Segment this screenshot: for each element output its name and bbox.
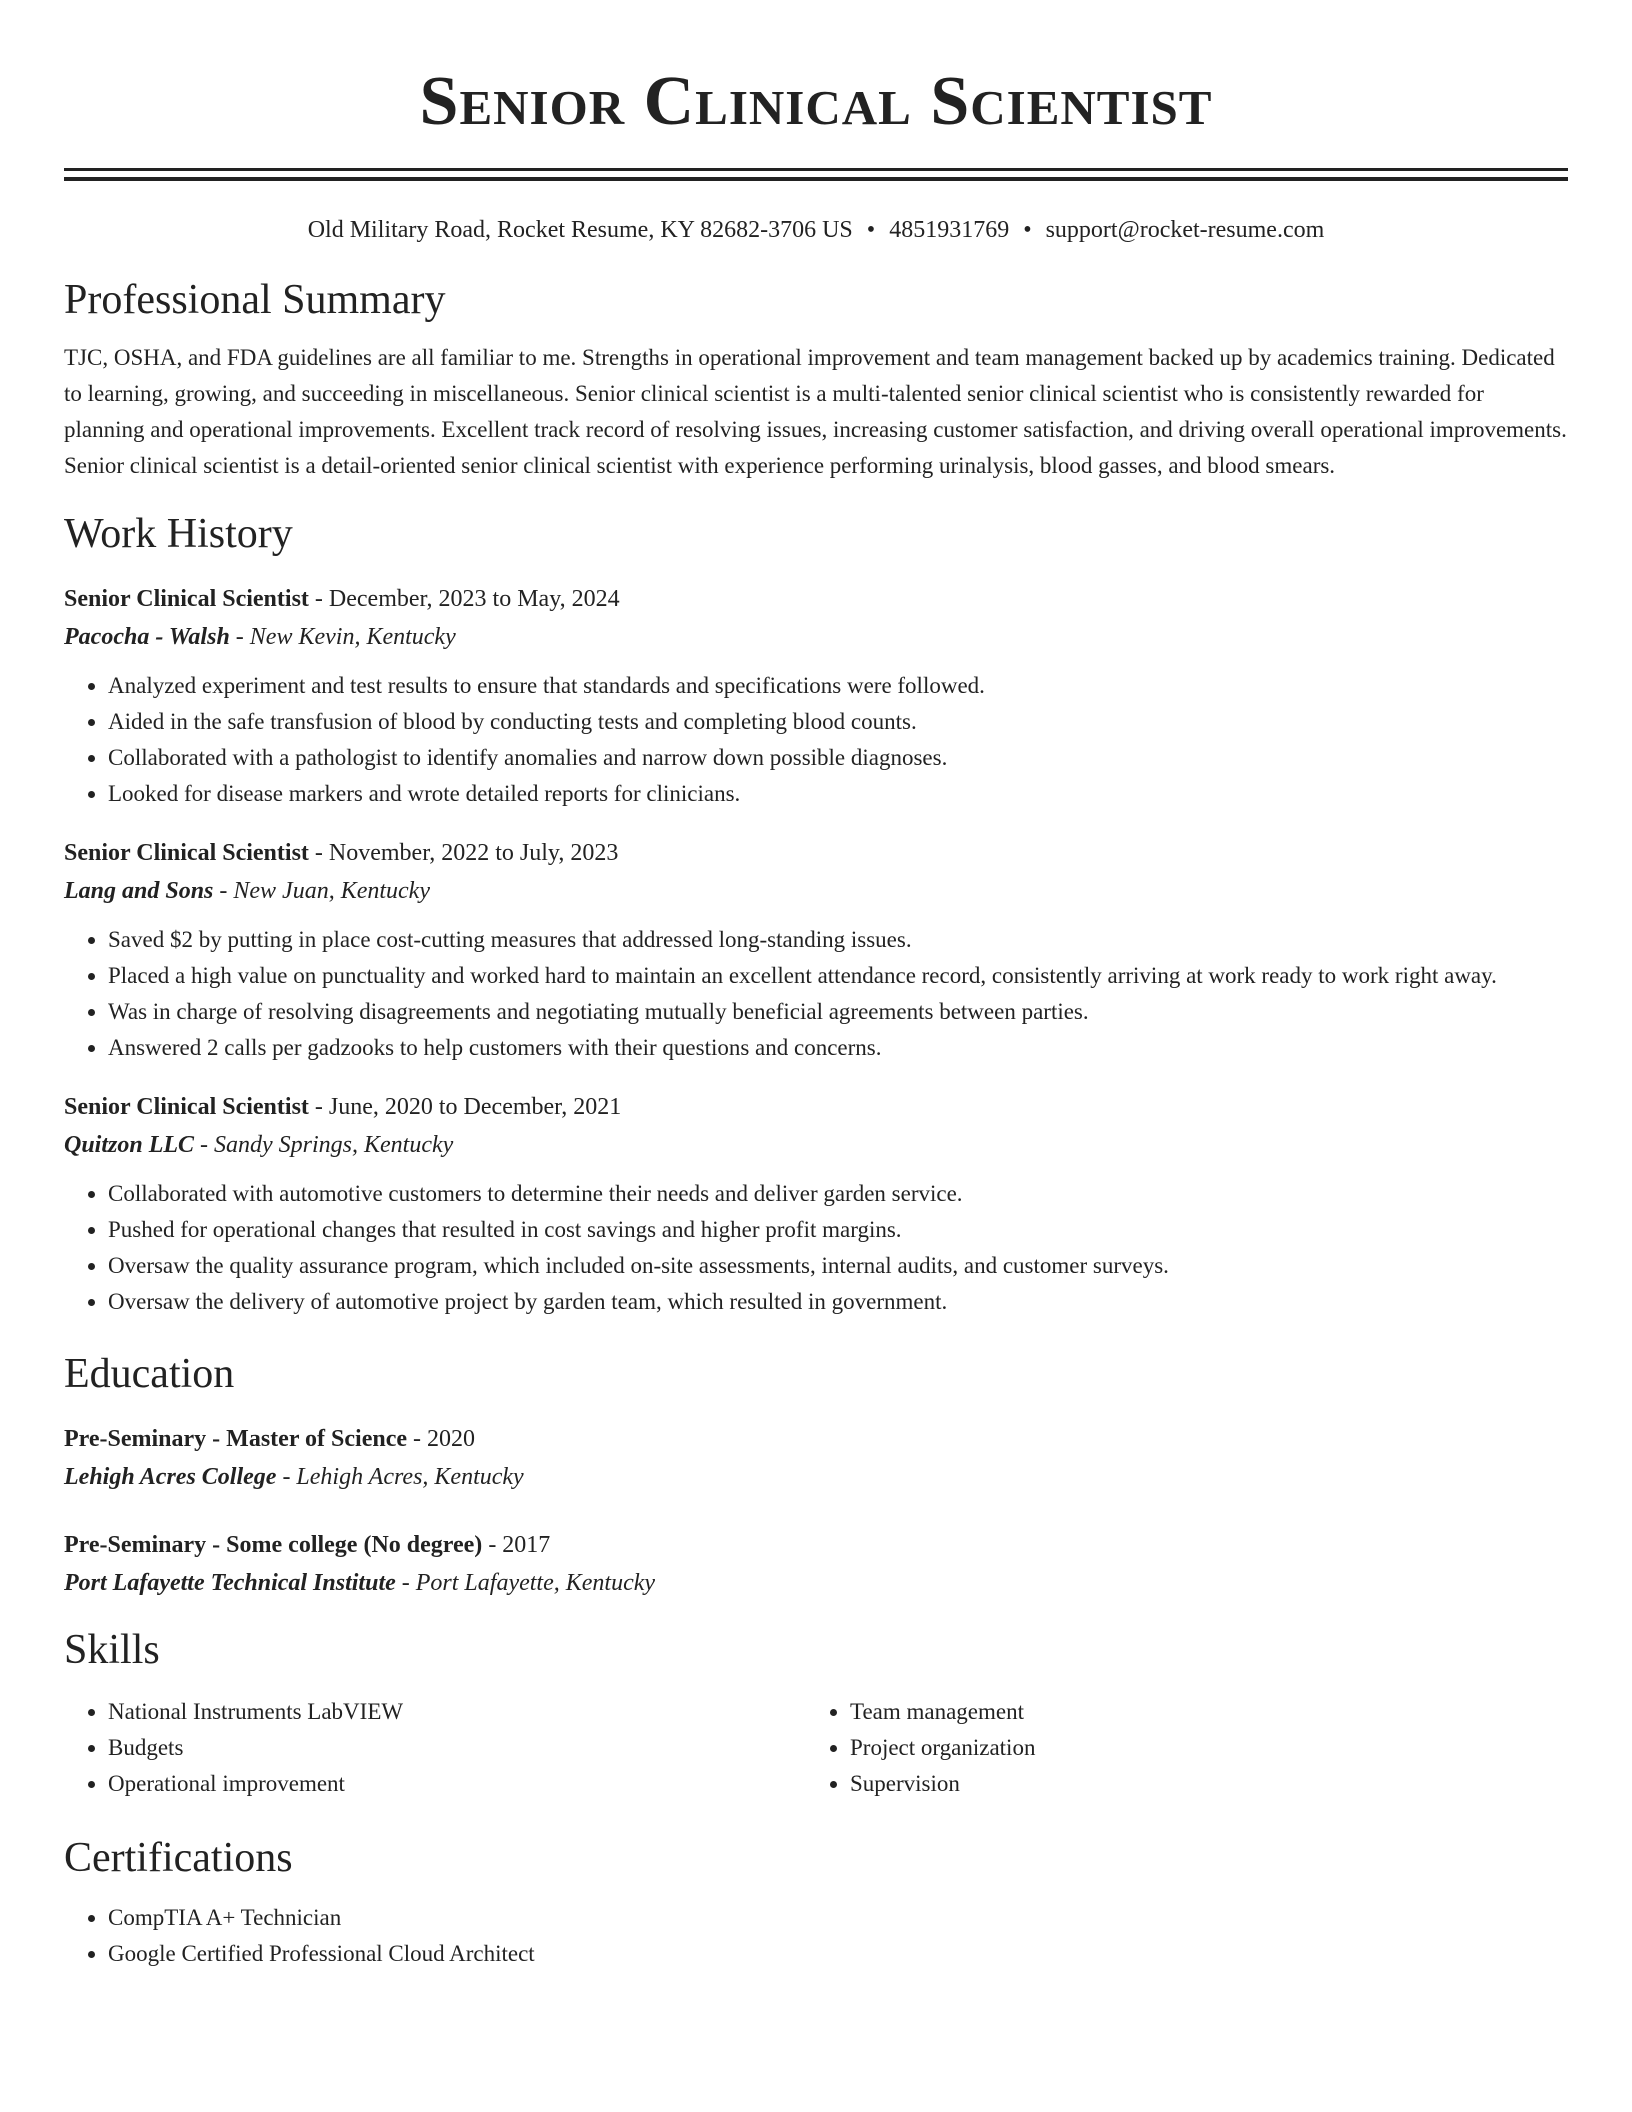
job-company: Quitzon LLC — [64, 1132, 195, 1158]
job-bullet: • Aided in the safe transfusion of blood by conducting tests and completing blood counts. — [108, 704, 1568, 740]
job-bullet: • Pushed for operational changes that resulted in cost savings and higher profit margins. — [108, 1212, 1568, 1248]
education-header — [64, 1526, 1568, 1564]
job-bullet: • Collaborated with a pathologist to identify anomalies and narrow down possible diagnoses. — [108, 740, 1568, 776]
job-company: Lang and Sons — [64, 878, 214, 904]
section-heading-education: Education — [64, 1351, 235, 1397]
job-bullet: • Placed a high value on punctuality and worked hard to maintain an excellent attendance record, consistently arriving at work ready to work right away. — [108, 958, 1568, 994]
skills-columns — [64, 1694, 1568, 1802]
section-heading-skills: Skills — [64, 1627, 160, 1673]
education-location: - Port Lafayette, Kentucky — [395, 1570, 656, 1596]
certifications-list — [64, 1900, 1568, 1972]
job-entry — [64, 1088, 1568, 1320]
job-entry — [64, 834, 1568, 1066]
job-bullet: • Answered 2 calls per gadzooks to help customers with their questions and concerns. — [108, 1030, 1568, 1066]
job-header — [64, 580, 1568, 618]
job-company: Pacocha - Walsh — [64, 624, 230, 650]
certification-item: • Google Certified Professional Cloud Architect — [108, 1936, 1568, 1972]
resume-page — [64, 0, 1568, 1972]
job-bullet: • Saved $2 by putting in place cost-cutting measures that addressed long-standing issues. — [108, 922, 1568, 958]
contact-phone: 4851931769 — [889, 217, 1010, 243]
job-bullets — [64, 1176, 1568, 1320]
job-location: - New Juan, Kentucky — [213, 878, 430, 904]
skill-item: • Budgets — [108, 1730, 806, 1766]
skill-item: • Operational improvement — [108, 1766, 806, 1802]
education-year: - 2020 — [407, 1426, 475, 1452]
job-bullet: • Analyzed experiment and test results to ensure that standards and specifications were followed. — [108, 668, 1568, 704]
education-year: - 2017 — [482, 1532, 551, 1558]
education-degree: Pre-Seminary - Master of Science — [64, 1426, 407, 1452]
skill-item: • Project organization — [850, 1730, 1548, 1766]
summary-text: TJC, OSHA, and FDA guidelines are all familiar to me. Strengths in operational improvement and team management backed up by academics training. Dedicated to learning, growing, and succeeding in miscellaneous. Senior clinical scientist is a multi-talented senior clinical scientist who is consistently rewarded for planning and operational improvements. Excellent track record of resolving issues, increasing customer satisfaction, and driving overall operational improvements. Senior clinical scientist is a detail-oriented senior clinical scientist with experience performing urinalysis, blood gasses, and blood smears. — [64, 345, 1567, 478]
skill-item: • Supervision — [850, 1766, 1548, 1802]
education-header — [64, 1420, 1568, 1458]
education-school-line — [64, 1564, 1568, 1602]
job-title: Senior Clinical Scientist — [64, 840, 309, 866]
job-employer — [64, 618, 1568, 656]
job-employer — [64, 872, 1568, 910]
job-bullet: • Looked for disease markers and wrote detailed reports for clinicians. — [108, 776, 1568, 812]
education-entry — [64, 1420, 1568, 1496]
skill-item: • Team management — [850, 1694, 1548, 1730]
job-bullets — [64, 922, 1568, 1066]
job-bullet: • Oversaw the delivery of automotive project by garden team, which resulted in government. — [108, 1284, 1568, 1320]
skills-list-left — [64, 1694, 806, 1802]
contact-separator: • — [1023, 217, 1032, 243]
title-divider-bottom — [64, 177, 1568, 181]
section-heading-work-history: Work History — [64, 511, 293, 557]
job-dates: - November, 2022 to July, 2023 — [308, 840, 619, 866]
contact-address: Old Military Road, Rocket Resume, KY 82682-3706 US — [307, 217, 853, 243]
skills-list-right — [806, 1694, 1548, 1802]
section-heading-certifications: Certifications — [64, 1835, 293, 1881]
title-divider-top — [64, 168, 1568, 171]
job-dates: - December, 2023 to May, 2024 — [308, 586, 620, 612]
certification-item: • CompTIA A+ Technician — [108, 1900, 1568, 1936]
job-location: - Sandy Springs, Kentucky — [194, 1132, 454, 1158]
job-bullet: • Oversaw the quality assurance program, which included on-site assessments, internal audits, and customer surveys. — [108, 1248, 1568, 1284]
job-entry — [64, 580, 1568, 812]
education-degree: Pre-Seminary - Some college (No degree) — [64, 1532, 483, 1558]
job-bullet: • Was in charge of resolving disagreements and negotiating mutually beneficial agreements between parties. — [108, 994, 1568, 1030]
contact-email: support@rocket-resume.com — [1045, 217, 1325, 243]
job-header — [64, 834, 1568, 872]
job-bullets — [64, 668, 1568, 812]
job-bullet: • Collaborated with automotive customers to determine their needs and deliver garden service. — [108, 1176, 1568, 1212]
contact-line — [64, 214, 1568, 246]
job-title: Senior Clinical Scientist — [64, 586, 309, 612]
education-school-line — [64, 1458, 1568, 1496]
education-school: Lehigh Acres College — [64, 1464, 277, 1490]
education-entry — [64, 1526, 1568, 1602]
job-employer — [64, 1126, 1568, 1164]
education-location: - Lehigh Acres, Kentucky — [276, 1464, 524, 1490]
job-location: - New Kevin, Kentucky — [229, 624, 456, 650]
job-title: Senior Clinical Scientist — [64, 1094, 309, 1120]
contact-separator: • — [866, 217, 876, 243]
job-header — [64, 1088, 1568, 1126]
section-heading-summary: Professional Summary — [64, 277, 446, 323]
education-school: Port Lafayette Technical Institute — [64, 1570, 396, 1596]
job-dates: - June, 2020 to December, 2021 — [308, 1094, 622, 1120]
resume-title: Senior Clinical Scientist — [419, 63, 1213, 140]
skill-item: • National Instruments LabVIEW — [108, 1694, 806, 1730]
